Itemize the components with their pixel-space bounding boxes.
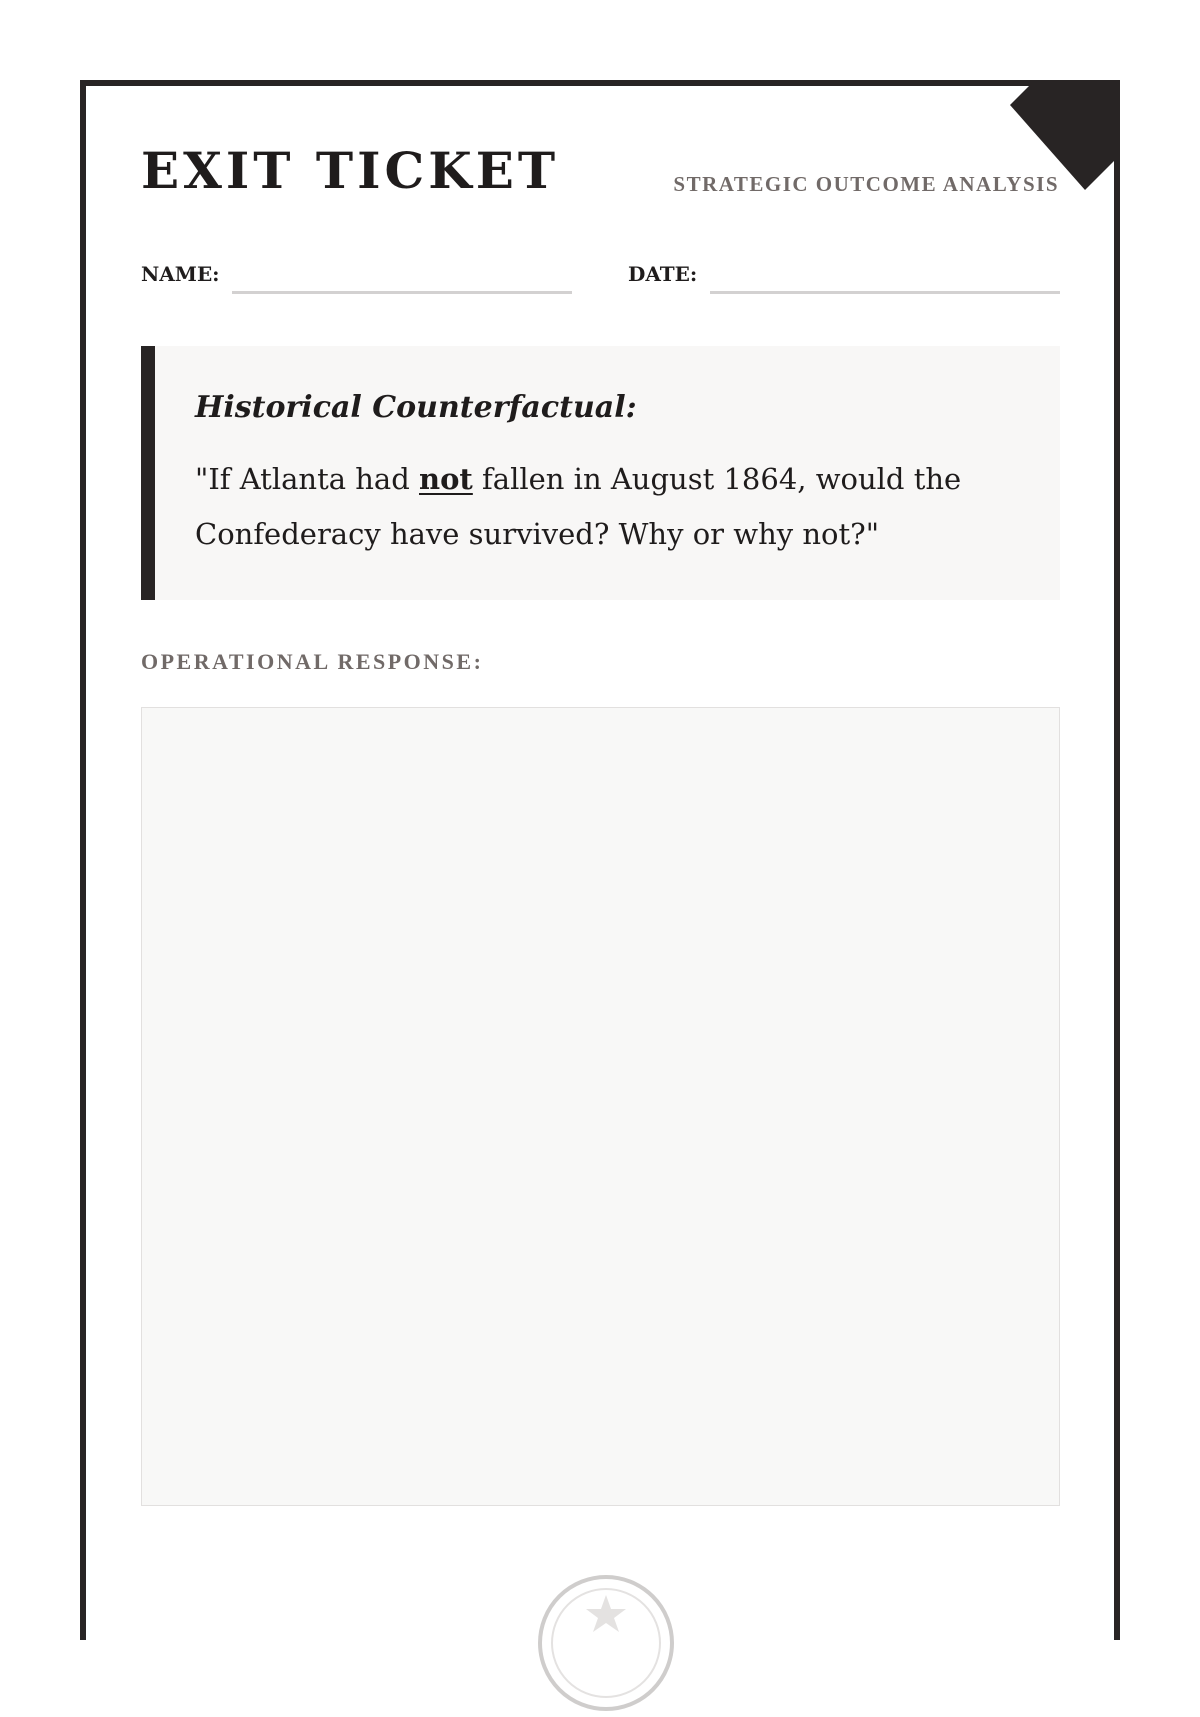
page-title: EXIT TICKET	[141, 141, 560, 200]
name-field[interactable]	[232, 291, 572, 294]
name-label: NAME:	[141, 262, 220, 286]
response-area[interactable]	[141, 707, 1060, 1506]
prompt-heading: Historical Counterfactual:	[195, 390, 637, 425]
exit-ticket-card	[80, 80, 1120, 1640]
date-label: DATE:	[628, 262, 698, 286]
seal-icon	[536, 1573, 676, 1713]
prompt-box	[141, 346, 1060, 600]
response-label: OPERATIONAL RESPONSE:	[141, 649, 484, 674]
page-subtitle: STRATEGIC OUTCOME ANALYSIS	[673, 172, 1059, 196]
question-emphasis: not	[419, 462, 473, 496]
question-text-start: "If Atlanta had	[195, 462, 419, 496]
prompt-question	[195, 452, 1030, 562]
date-field[interactable]	[710, 291, 1060, 294]
question-text-end: fallen in August 1864, would the Confederacy have survived? Why or why not?"	[195, 462, 962, 551]
